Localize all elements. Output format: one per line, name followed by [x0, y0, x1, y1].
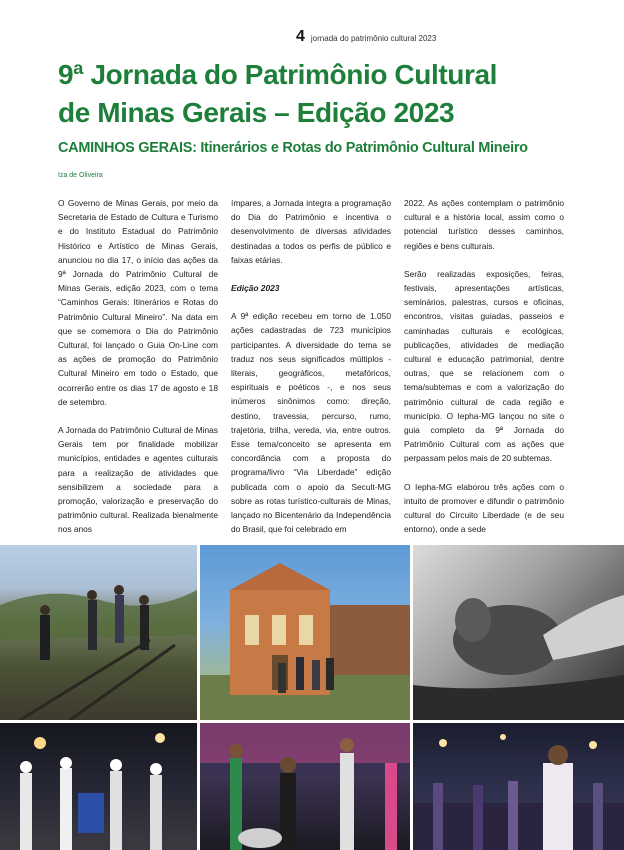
photo-historic-station — [200, 545, 410, 720]
page-header — [296, 28, 436, 46]
photo-music-festival — [200, 723, 410, 850]
photo-collage — [0, 545, 624, 850]
section-heading: Edição 2023 — [231, 283, 280, 294]
photo-clay-craft — [413, 545, 624, 720]
paragraph: ímpares, a Jornada integra a programação do Dia do Patrimônio e incentiva o desenvolvimento de diversas atividades destinadas a todos os perfis de público e faixas etárias. — [231, 198, 391, 265]
text-column-1 — [58, 196, 218, 551]
page-number: 4 — [296, 28, 305, 45]
author-byline: Iza de Oliveira — [58, 172, 103, 179]
paragraph: A Jornada do Patrimônio Cultural de Minas Gerais tem por finalidade mobilizar municípios, entidades e agentes culturais para a realização de atividades que sensibilizem a sociedade para a promoção, valorização e preservação do patrimônio cultural. Realizada bienalmente nos anos — [58, 425, 218, 535]
paragraph: O Governo de Minas Gerais, por meio da Secretaria de Estado de Cultura e Turismo e do Instituto Estadual do Patrimônio Histórico e Artístico de Minas Gerais, anunciou no dia 17, o início das ações da 9ª Jornada do Patrimônio Cultural de Minas Gerais, edição 2023, com o tema “Caminhos Gerais: Itinerários e Rotas do Patrimônio Cultural Mineiro”. Na data em que se comemora o Dia do Patrimônio Cultural, foi lançado o Guia On-Line com as ações de promoção do Patrimônio Cultural Mineiro em todo o Estado, que ocorrerão entre os dias 17 de agosto e 18 de setembro. — [58, 198, 218, 407]
article-subtitle: CAMINHOS GERAIS: Itinerários e Rotas do Patrimônio Cultural Mineiro — [58, 140, 528, 156]
paragraph: 2022. As ações contemplam o patrimônio cultural e a história local, assim como o potencial turístico desses caminhos, regiões e bens culturais. — [404, 198, 564, 251]
text-column-2 — [231, 196, 391, 550]
photo-night-celebration — [413, 723, 624, 850]
publication-name: jornada do patrimônio cultural 2023 — [310, 34, 437, 43]
article-title — [58, 56, 598, 132]
paragraph: A 9ª edição recebeu em torno de 1.050 ações cadastradas de 723 municípios participantes. A diversidade do tema se traduz nos seus significados múltiplos - literais, geográficos, metafóricos, espirituais e poéticos -, e nos seus inúmeros sinônimos como: direção, destino, travessia, percurso, rumo, trajetória, trilha, vereda, via, entre outros. Esse tema/conceito se apresenta em concordância com a proposta do programa/livro “Via Liberdade” edição publicada com o apoio da Secult-MG sobre as rotas turístico-culturais de Minas, lançado no Bicentenário da Independência do Brasil, que foi celebrado em — [231, 311, 391, 535]
text-column-3 — [404, 196, 564, 550]
title-line-1: 9ª Jornada do Patrimônio Cultural — [58, 59, 497, 90]
paragraph: O Iepha-MG elaborou três ações com o intuito de promover e difundir o patrimônio cultural do Circuito Liberdade (e de seu entorno), onde a sede — [404, 481, 564, 535]
photo-night-procession — [0, 723, 197, 850]
title-line-2: de Minas Gerais – Edição 2023 — [58, 97, 455, 128]
paragraph: Serão realizadas exposições, feiras, festivais, apresentações artísticas, seminários, palestras, cursos e oficinas, encontros, visitas guiadas, passeios e caminhadas culturais e ecológicas, publicações, atividades de mediação cultural e educação patrimonial, dentre outras, que se relacionem com o tema/subtemas e com a valorização do patrimônio cultural de cada região e município. O Iepha-MG lançou no site o guia completo da 9ª Jornada do Patrimônio Cultural com as ações que perpassam pelos mais de 20 subtemas. — [404, 268, 564, 464]
photo-railway-walk — [0, 545, 197, 720]
